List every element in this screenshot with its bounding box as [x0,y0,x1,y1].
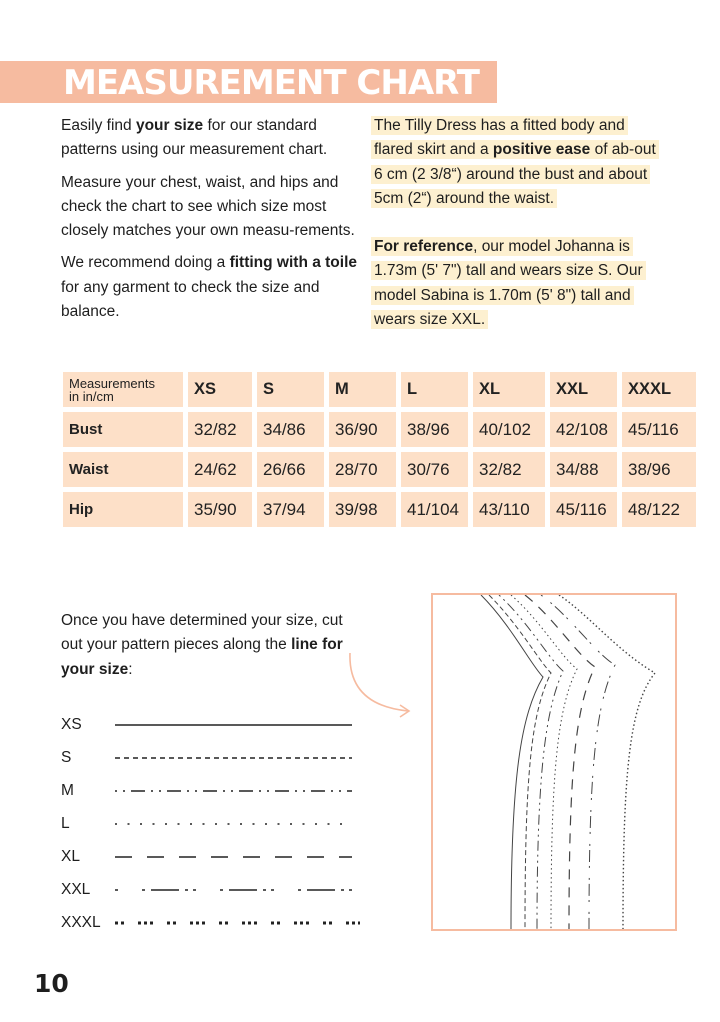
measurement-table [58,367,701,532]
cut-instructions: Once you have determined your size, cut out your pattern pieces along the line for your size: [61,612,343,678]
row-label: Bust [63,412,183,447]
dash-dot-line-icon [115,784,355,798]
dashed-line-icon [115,751,355,765]
legend-row-l [61,809,361,841]
legend-label: L [61,815,70,832]
size-header: M [329,372,396,407]
table-cell: 41/104 [401,492,468,527]
table-cell: 37/94 [257,492,324,527]
curved-arrow-icon [340,645,420,725]
legend-label: S [61,749,72,766]
size-header: XXXL [622,372,696,407]
intro-column [61,114,359,332]
table-cell: 32/82 [188,412,252,447]
table-cell: 45/116 [622,412,696,447]
solid-line-icon [115,718,355,732]
table-cell: 38/96 [622,452,696,487]
intro-paragraph-3: We recommend doing a fitting with a toile for any garment to check the size and balance. [61,254,358,321]
table-cell: 24/62 [188,452,252,487]
pattern-piece-icon [433,595,675,929]
legend-label: XXXL [61,914,101,931]
table-cell: 40/102 [473,412,545,447]
table-cell: 30/76 [401,452,468,487]
dotted-line-icon [115,817,355,831]
table-cell: 32/82 [473,452,545,487]
table-header-row [63,372,696,407]
long-dash-line-icon [115,850,355,864]
pattern-lines-illustration [431,593,677,931]
legend-label: XS [61,716,82,733]
table-cell: 28/70 [329,452,396,487]
table-cell: 38/96 [401,412,468,447]
legend-row-s [61,743,361,775]
table-cell: 42/108 [550,412,617,447]
legend-label: XL [61,848,80,865]
size-header: XS [188,372,252,407]
table-cell: 43/110 [473,492,545,527]
legend-label: XXL [61,881,91,898]
intro-paragraph-2: Measure your chest, waist, and hips and check the chart to see which size most closely matches your own measu-rements. [61,173,355,240]
page-title: MEASUREMENT CHART [63,63,479,103]
legend-row-xl [61,842,361,874]
size-header: S [257,372,324,407]
table-cell: 26/66 [257,452,324,487]
legend-label: M [61,782,74,799]
dot-dash-line-icon [115,883,355,897]
page-number: 10 [34,969,69,998]
table-cell: 39/98 [329,492,396,527]
table-cell: 45/116 [550,492,617,527]
table-cell: 48/122 [622,492,696,527]
legend-row-xs [61,710,361,742]
legend-row-xxl [61,875,361,907]
size-header: XL [473,372,545,407]
ease-note: The Tilly Dress has a fitted body and flared skirt and a positive ease of ab-out 6 cm (2 3/8“) around the bust and about 5cm (2“) around the waist. [371,114,661,211]
row-label: Waist [63,452,183,487]
table-row [63,412,696,447]
intro-paragraph-1: Easily find your size for our standard patterns using our measurement chart. [61,117,328,159]
model-note: For reference, our model Johanna is 1.73m (5' 7") tall and wears size S. Our model Sabina is 1.70m (5' 8") tall and wears size XXL. [371,235,661,332]
table-cell: 36/90 [329,412,396,447]
table-cell: 34/86 [257,412,324,447]
size-header: L [401,372,468,407]
table-corner-label: Measurements in in/cm [63,372,183,407]
size-header: XXL [550,372,617,407]
table-cell: 34/88 [550,452,617,487]
dot-cluster-line-icon [115,916,365,930]
table-cell: 35/90 [188,492,252,527]
row-label: Hip [63,492,183,527]
table-row [63,452,696,487]
table-row [63,492,696,527]
legend-row-m [61,776,361,808]
legend-row-xxxl [61,908,361,940]
notes-column [371,114,661,356]
